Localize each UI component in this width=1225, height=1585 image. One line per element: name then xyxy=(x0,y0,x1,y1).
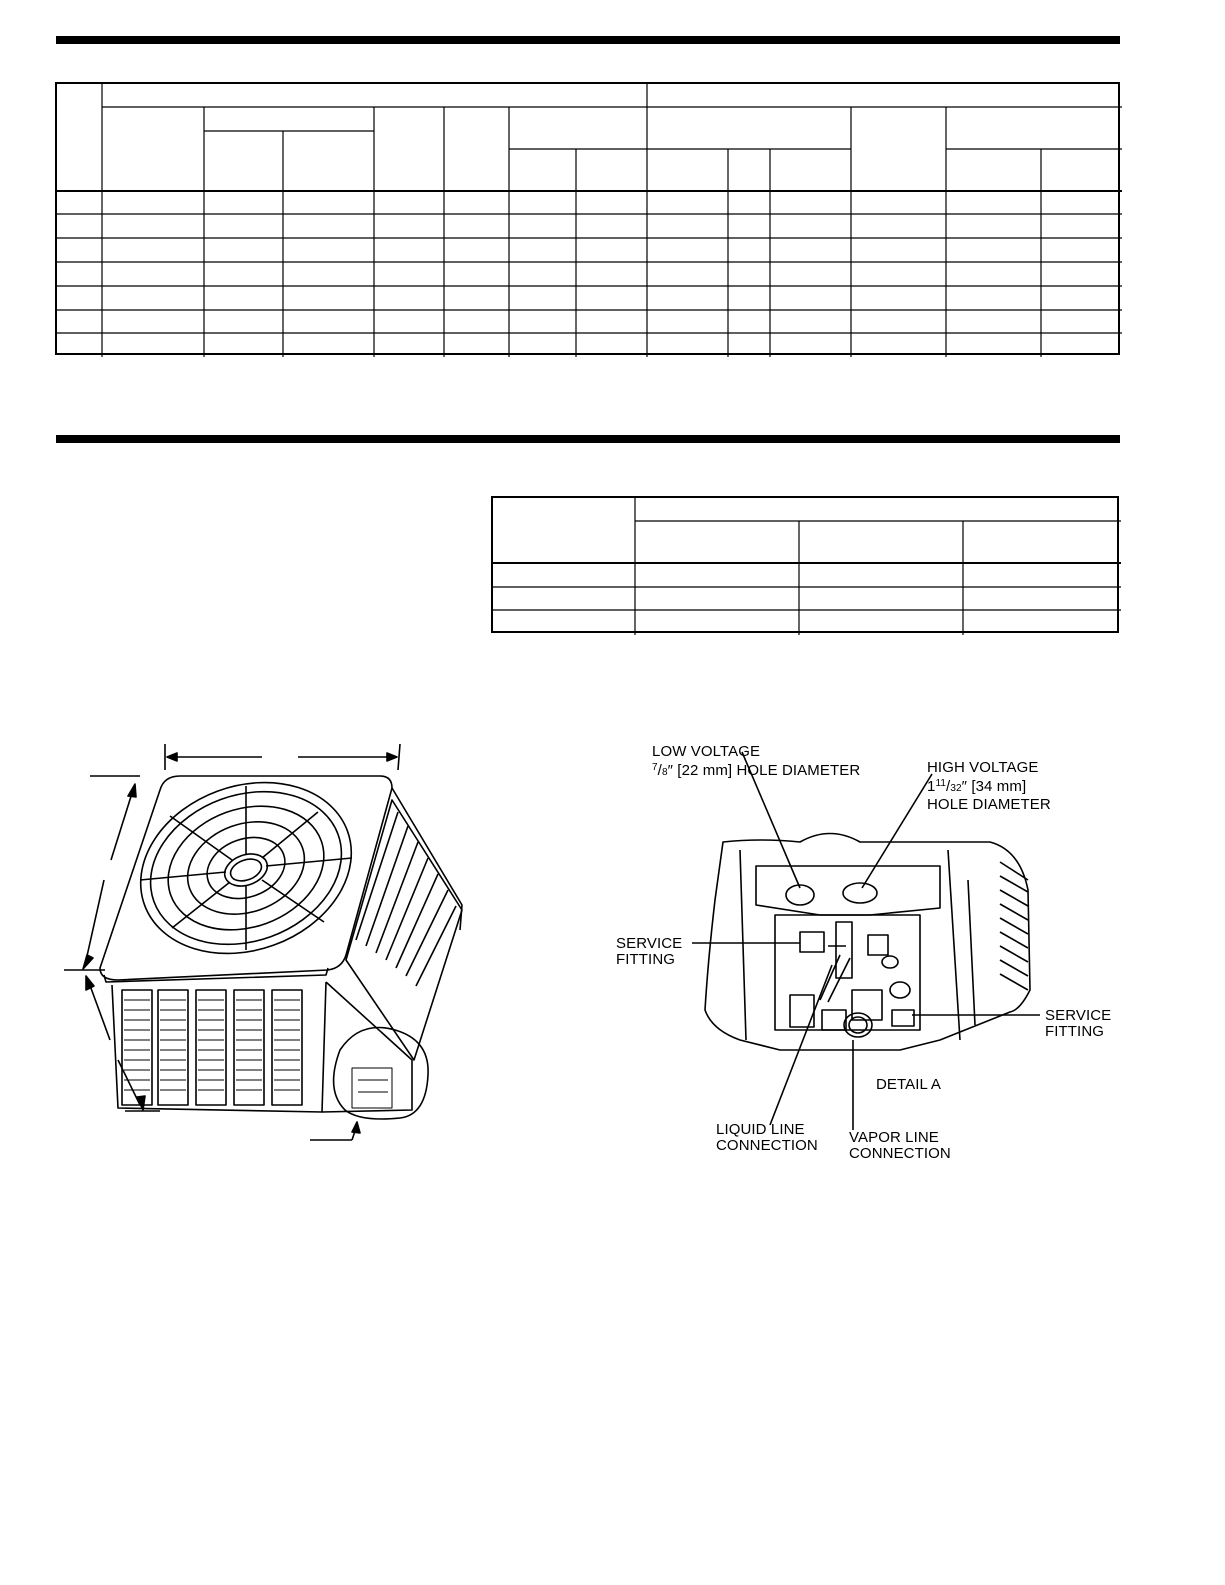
high-voltage-fraction-numerator: 11 xyxy=(935,778,947,789)
vapor-line-line2: CONNECTION xyxy=(849,1145,951,1162)
service-fitting-left-line2: FITTING xyxy=(616,951,676,968)
low-voltage-hole-size-text: ″ [22 mm] HOLE DIAMETER xyxy=(667,762,861,779)
service-fitting-right-line1: SERVICE xyxy=(1045,1007,1112,1024)
liquid-line-line1: LIQUID LINE xyxy=(716,1121,805,1138)
high-voltage-whole: 1 xyxy=(927,778,936,795)
high-voltage-line3: HOLE DIAMETER xyxy=(927,796,1051,813)
liquid-line-line2: CONNECTION xyxy=(716,1137,818,1154)
vapor-line-line1: VAPOR LINE xyxy=(849,1129,939,1146)
service-fitting-left-label xyxy=(616,936,682,968)
low-voltage-fraction-denominator: 8 xyxy=(661,767,668,778)
high-voltage-fraction-denominator: 32 xyxy=(950,783,962,794)
high-voltage-hole-size: $1^{11}/32''$ [34 mm] xyxy=(927,778,1027,795)
vapor-line-label xyxy=(849,1130,951,1162)
detail-a-caption: DETAIL A xyxy=(876,1076,941,1093)
high-voltage-hole-size-text: ″ [34 mm] xyxy=(961,778,1027,795)
detail-a-label xyxy=(876,1077,941,1093)
high-voltage-label xyxy=(927,760,1051,813)
service-fitting-right-label xyxy=(1045,1008,1111,1040)
liquid-line-label xyxy=(716,1122,818,1154)
low-voltage-fraction-numerator: 7 xyxy=(652,762,658,773)
high-voltage-title: HIGH VOLTAGE xyxy=(927,759,1039,776)
service-fitting-left-line1: SERVICE xyxy=(616,935,683,952)
low-voltage-label xyxy=(652,744,860,781)
low-voltage-hole-size: $^7$/8″ [22 mm] HOLE DIAMETER xyxy=(652,762,861,779)
low-voltage-title: LOW VOLTAGE xyxy=(652,743,761,760)
service-fitting-right-line2: FITTING xyxy=(1045,1023,1105,1040)
